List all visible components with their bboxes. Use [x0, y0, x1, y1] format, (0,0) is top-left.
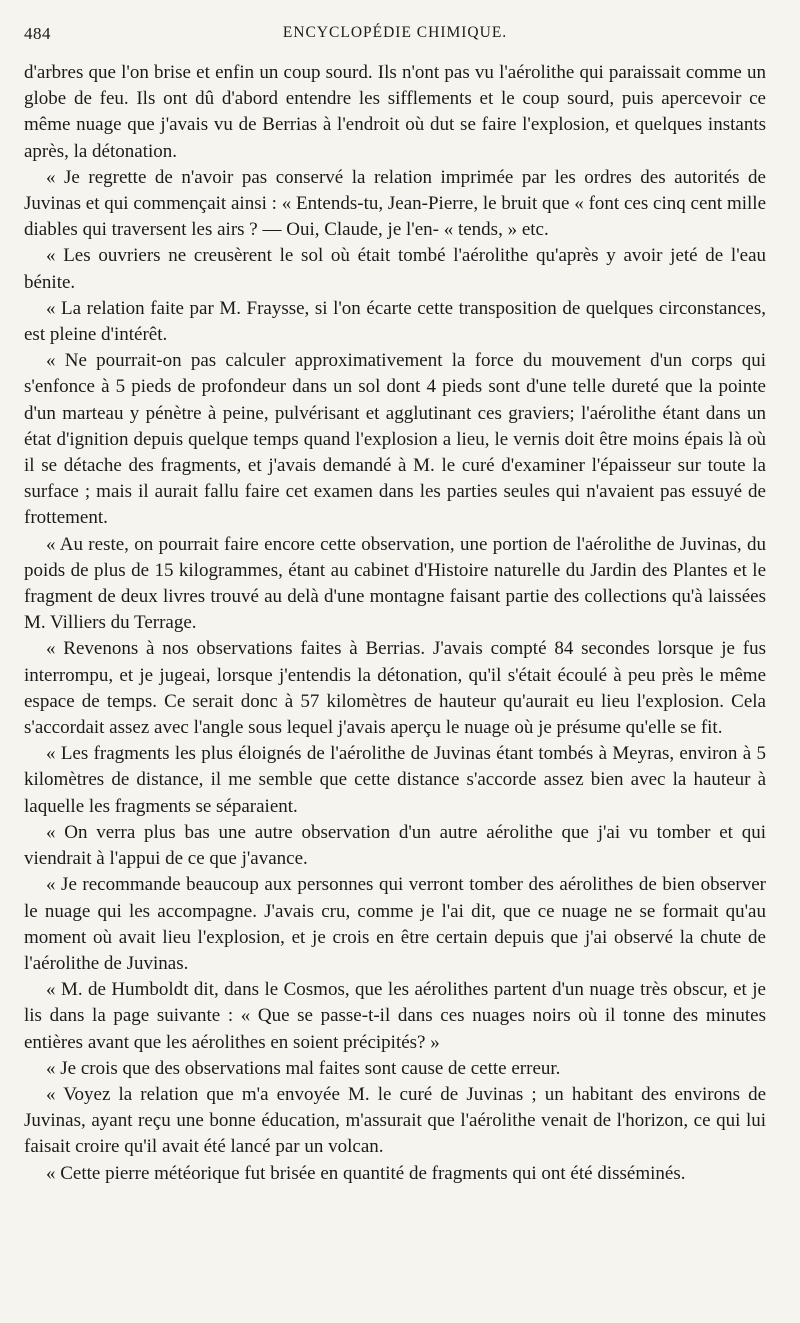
paragraph: « La relation faite par M. Fraysse, si l'on écarte cette transposition de quelques circonstances, est pleine d'intérêt. — [24, 297, 766, 346]
running-header — [24, 24, 766, 46]
paragraph-continuation: d'arbres que l'on brise et enfin un coup sourd. Ils n'ont pas vu l'aérolithe qui paraissait comme un globe de feu. Ils ont dû d'abord entendre les sifflements et le coup sourd, puis apercevoir ce même nuage que j'avais vu de Berrias à l'endroit où dut se faire l'explosion, et quelques instants après, la détonation. — [24, 62, 766, 162]
paragraph: « Revenons à nos observations faites à Berrias. J'avais compté 84 secondes lorsque je fus interrompu, et je jugeai, lorsque j'entendis la détonation, qu'il s'était écoulé à peu près le même espace de temps. Ce serait donc à 57 kilomètres de hauteur qu'aurait eu lieu l'explosion. Cela s'accordait assez avec l'angle sous lequel j'avais aperçu le nuage où je présume qu'elle se fit. — [24, 638, 766, 739]
paragraph: « Cette pierre météorique fut brisée en quantité de fragments qui ont été disséminés. — [46, 1162, 686, 1184]
paragraph: « Je regrette de n'avoir pas conservé la relation imprimée par les ordres des autorités de Juvinas et qui commençait ainsi : « Entends-tu, Jean-Pierre, le bruit que « font ces cinq cent mille diables qui traversent les airs ? — Oui, Claude, je l'en- « tends, » etc. — [24, 166, 766, 241]
paragraph: « On verra plus bas une autre observation d'un autre aérolithe que j'ai vu tomber et qui viendrait à l'appui de ce que j'avance. — [24, 821, 766, 870]
paragraph: « Les fragments les plus éloignés de l'aérolithe de Juvinas étant tombés à Meyras, environ à 5 kilomètres de distance, il me semble que cette distance s'accorde assez bien avec la hauteur à laquelle les fragments se séparaient. — [24, 743, 766, 817]
paragraph: « Les ouvriers ne creusèrent le sol où était tombé l'aérolithe qu'après y avoir jeté de l'eau bénite. — [24, 245, 766, 293]
running-title: ENCYCLOPÉDIE CHIMIQUE. — [282, 24, 508, 41]
paragraph: « Je crois que des observations mal faites sont cause de cette erreur. — [46, 1057, 561, 1079]
paragraph: « Je recommande beaucoup aux personnes qui verront tomber des aérolithes de bien observer le nuage qui les accompagne. J'avais cru, comme je l'ai dit, que ce nuage ne se formait qu'au moment où avait lieu l'explosion, et je crois en être certain depuis que j'ai observé la chute de l'aérolithe de Juvinas. — [24, 874, 766, 974]
paragraph: « Voyez la relation que m'a envoyée M. le curé de Juvinas ; un habitant des environs de Juvinas, ayant reçu une bonne éducation, m'assurait que l'aérolithe venait de l'horizon, ce qui lui faisait croire qu'il avait été lancé par un volcan. — [24, 1083, 766, 1158]
page-number: 484 — [24, 24, 51, 43]
body-text — [24, 60, 766, 1187]
paragraph: « Au reste, on pourrait faire encore cette observation, une portion de l'aérolithe de Juvinas, du poids de plus de 15 kilogrammes, étant au cabinet d'Histoire naturelle du Jardin des Plantes et le fragment de deux livres trouvé au delà d'une montagne faisant partie des collections qu'à laissées M. Villiers du Terrage. — [24, 533, 766, 634]
paragraph: « M. de Humboldt dit, dans le Cosmos, que les aérolithes partent d'un nuage très obscur, et je lis dans la page suivante : « Que se passe-t-il dans ces nuages noirs où il tonne des minutes entières avant que les aérolithes en soient précipités? » — [24, 979, 766, 1053]
paragraph: « Ne pourrait-on pas calculer approximativement la force du mouvement d'un corps qui s'enfonce à 5 pieds de profondeur dans un sol dont 4 pieds sont d'une telle dureté que la pointe d'un marteau y pénètre à peine, pulvérisant et agglutinant ces graviers; l'aérolithe étant dans un état d'ignition depuis quelque temps quand l'explosion a lieu, le vernis doit être moins épais là où il se détache des fragments, et j'avais demandé à M. le curé d'examiner l'épaisseur sur toute la surface ; mais il aurait fallu faire cet examen dans les parties seules qui n'avaient pas essuyé de frottement. — [24, 350, 766, 529]
